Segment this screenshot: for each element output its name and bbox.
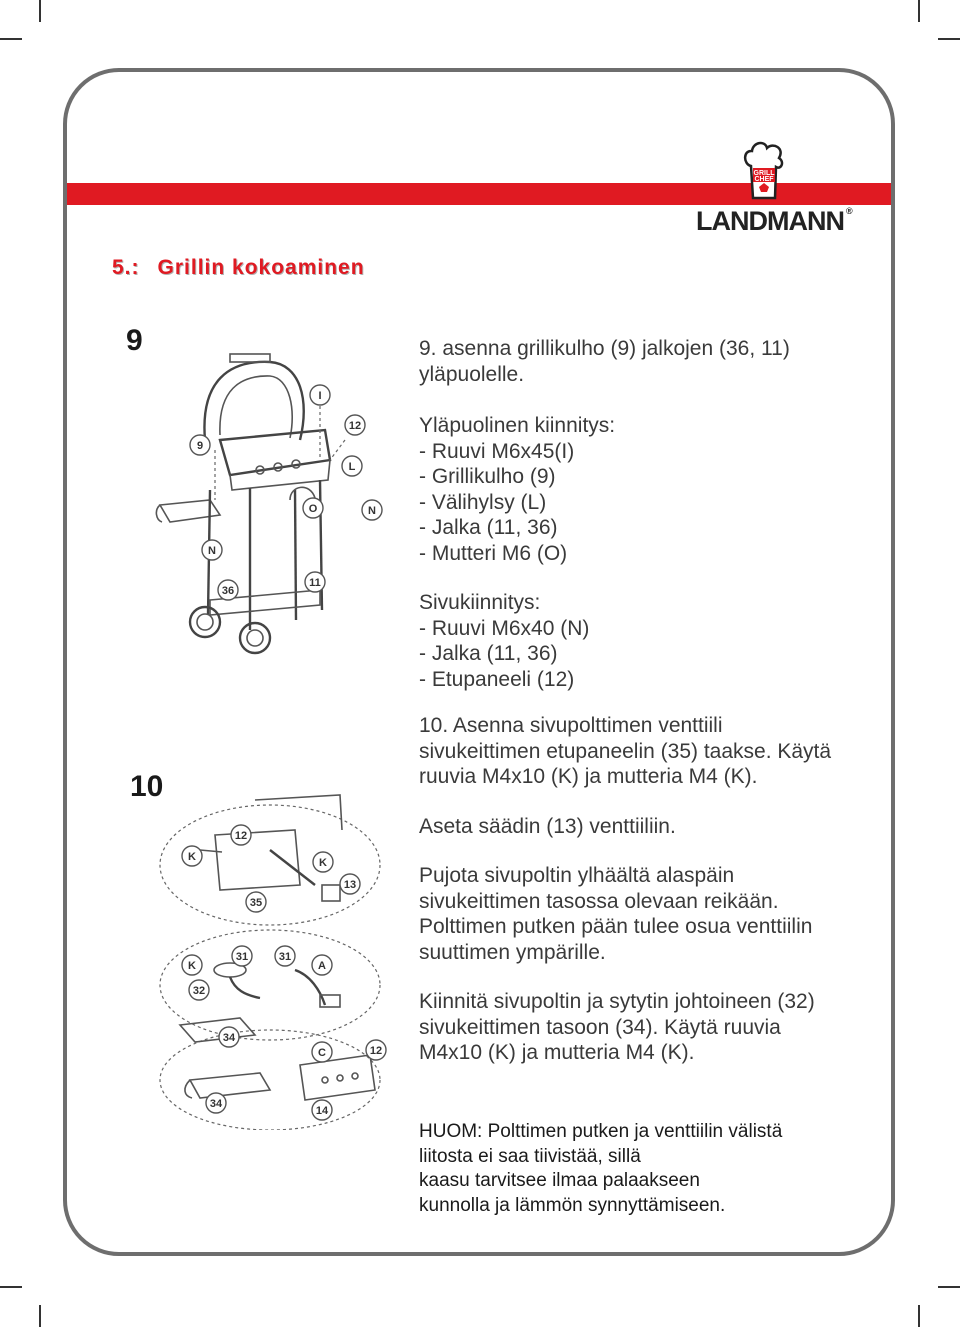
step9-text [419,336,839,692]
crop-mark [0,1286,22,1288]
brand-reg: ® [845,206,852,216]
callout [246,892,266,912]
note-line: HUOM: Polttimen putken ja venttiilin välistä [419,1121,783,1142]
step10-paragraph-3: Pujota sivupoltin ylhäältä alaspäin sivukeittimen tasossa olevaan reikään. Polttimen putken pään tulee osua venttiilin suuttimen ympärille. [419,864,813,964]
step10-paragraph-4: Kiinnitä sivupoltin ja sytytin johtoineen (32) sivukeittimen tasoon (34). Käytä ruuvia M4x10 (K) ja mutteria M4 (K). [419,990,815,1064]
callout [189,980,209,1000]
step9-upper-item: - Ruuvi M6x45(I) [419,439,575,463]
callout [190,435,210,455]
callout [182,846,202,866]
step9-upper-item: - Jalka (11, 36) [419,516,558,539]
svg-text:K: K [188,960,196,972]
callout [182,955,202,975]
callout [362,500,382,520]
brand-name: LANDMANN [696,206,844,236]
callout [218,580,238,600]
crop-mark [938,1286,960,1288]
callout [310,385,330,405]
warning-note [419,1120,782,1218]
step9-side-item: - Ruuvi M6x40 (N) [419,616,590,640]
svg-text:31: 31 [278,951,292,963]
figure-9-grill-illustration [150,340,400,660]
svg-text:31: 31 [235,951,249,963]
svg-text:34: 34 [209,1098,223,1110]
callout [312,955,332,975]
svg-text:N: N [368,505,376,517]
step10-text [419,713,849,1066]
figure-10-side-burner-illustration [150,790,400,1130]
callout [340,874,360,894]
figure-label-10: 10 [130,770,164,803]
svg-text:A: A [318,960,326,972]
step9-upper-item: - Grillikulho (9) [419,465,556,488]
grill-chef-hat-icon [743,140,785,204]
callout [342,456,362,476]
svg-text:32: 32 [192,985,206,997]
svg-text:K: K [188,851,196,863]
crop-mark [918,0,920,22]
svg-text:14: 14 [315,1105,329,1117]
crop-mark [39,1305,41,1327]
step9-side-title: Sivukiinnitys: [419,591,541,614]
svg-text:12: 12 [369,1045,383,1057]
section-title-text: Grillin kokoaminen [157,256,365,279]
callout [202,540,222,560]
svg-text:O: O [308,503,318,515]
callout [312,1100,332,1120]
svg-text:12: 12 [348,420,362,432]
callout [313,852,333,872]
note-line: kaasu tarvitsee ilmaa palaakseen [419,1170,700,1191]
step10-paragraph-1: 10. Asenna sivupolttimen venttiili sivukeittimen etupaneelin (35) taakse. Käytä ruuvia M4x10 (K) ja mutteria M4 (K). [419,714,832,788]
figure-label-9: 9 [126,324,143,357]
svg-text:K: K [319,857,327,869]
callout [231,825,251,845]
step9-upper-item: - Välihylsy (L) [419,490,547,514]
svg-text:C: C [318,1047,326,1059]
step9-upper-title: Yläpuolinen kiinnitys: [419,414,616,437]
section-title [112,256,365,280]
callout [366,1040,386,1060]
crop-mark [918,1305,920,1327]
hat-text-1: GRILL [753,170,775,177]
callout [275,946,295,966]
callout [303,498,323,518]
svg-text:13: 13 [343,879,357,891]
callout [305,572,325,592]
step9-side-item: - Etupaneeli (12) [419,667,575,691]
callout [312,1042,332,1062]
svg-text:11: 11 [309,577,321,589]
hat-text-2: CHEF [754,176,774,183]
step10-paragraph-2: Aseta säädin (13) venttiiliin. [419,814,676,838]
callout [206,1093,226,1113]
callout [345,415,365,435]
step9-intro: 9. asenna grillikulho (9) jalkojen (36, 11) yläpuolelle. [419,337,790,386]
brand-logo [696,206,852,237]
callout [219,1027,239,1047]
step9-upper-item: - Mutteri M6 (O) [419,541,568,565]
svg-text:N: N [208,545,216,557]
note-line: liitosta ei saa tiivistää, sillä [419,1145,641,1167]
svg-text:36: 36 [221,585,235,597]
callout [232,946,252,966]
svg-text:9: 9 [196,440,204,452]
note-line: kunnolla ja lämmön synnyttämiseen. [419,1194,726,1216]
crop-mark [0,38,22,40]
svg-text:L: L [348,461,356,473]
section-number: 5.: [112,256,140,279]
svg-text:34: 34 [222,1032,236,1044]
crop-mark [39,0,41,22]
svg-text:I: I [318,390,322,402]
svg-text:35: 35 [249,897,263,909]
step9-side-item: - Jalka (11, 36) [419,642,558,665]
svg-text:12: 12 [234,830,248,842]
crop-mark [938,38,960,40]
